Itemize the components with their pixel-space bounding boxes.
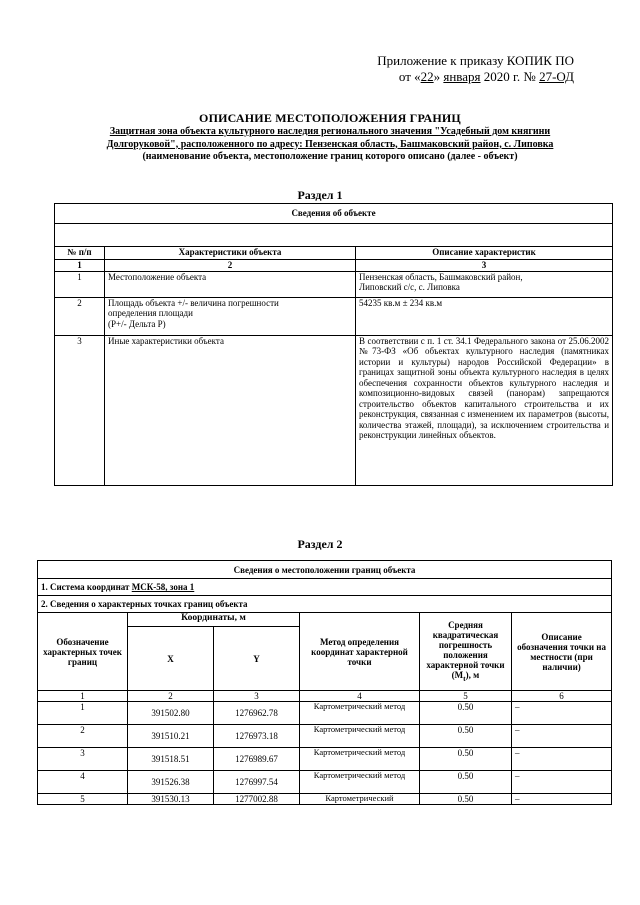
point-method: Картометрический метод [300, 771, 420, 794]
coordinate-system: 1. Система координат МСК-58, зона 1 [38, 579, 612, 596]
table-row [55, 224, 613, 247]
point-error: 0.50 [420, 794, 512, 805]
point-y: 1276997.54 [214, 771, 300, 794]
column-header: Характеристики объекта [105, 247, 356, 260]
approval-line-1: Приложение к приказу КОПИК ПО [377, 53, 574, 68]
table-row [55, 335, 613, 485]
approval-note [377, 53, 574, 85]
table-row [38, 596, 612, 613]
boundary-points-table [37, 560, 612, 805]
point-id: 1 [38, 702, 128, 725]
point-id: 5 [38, 794, 128, 805]
document-heading [60, 111, 600, 164]
table-row [38, 725, 612, 748]
row-number: 2 [55, 297, 105, 335]
table-row [38, 702, 612, 725]
point-x: 391502.80 [128, 702, 214, 725]
column-number: 4 [300, 691, 420, 702]
column-number: 3 [356, 260, 613, 272]
point-y: 1276962.78 [214, 702, 300, 725]
point-description: – [512, 771, 612, 794]
points-title: 2. Сведения о характерных точках границ объекта [38, 596, 612, 613]
column-header: Метод определения координат характерной точки [300, 613, 420, 691]
point-description: – [512, 748, 612, 771]
point-y: 1276989.67 [214, 748, 300, 771]
characteristic-name: Местоположение объекта [105, 271, 356, 297]
order-month: января [443, 69, 481, 84]
column-number: 6 [512, 691, 612, 702]
row-number: 3 [55, 335, 105, 485]
object-name: Защитная зона объекта культурного наследия регионального значения "Усадебный дом княгини Долгоруковой", расположенного по адресу: Пензенская область, Башмаковский район, с. Липовка [106, 126, 554, 150]
column-header: Обозначение характерных точек границ [38, 613, 128, 691]
table-row [38, 771, 612, 794]
column-header: Описание обозначения точки на местности (при наличии) [512, 613, 612, 691]
section-1-title: Раздел 1 [297, 188, 343, 202]
approval-line-2: от «22» января 2020 г. № 27-ОД [398, 69, 574, 84]
point-y: 1277002.88 [214, 794, 300, 805]
point-description: – [512, 702, 612, 725]
column-header: Средняя квадратическая погрешность положения характерной точки $(М_t)$, м [420, 613, 512, 691]
column-number: 2 [105, 260, 356, 272]
table-title: Сведения о местоположении границ объекта [38, 561, 612, 579]
section-2-title: Раздел 2 [297, 537, 343, 551]
column-header: X [128, 627, 214, 691]
table-row [55, 271, 613, 297]
table-row [38, 579, 612, 596]
column-number-row [38, 691, 612, 702]
point-id: 2 [38, 725, 128, 748]
point-x: 391526.38 [128, 771, 214, 794]
characteristic-value: 54235 кв.м ± 234 кв.м [356, 297, 613, 335]
column-number: 2 [128, 691, 214, 702]
row-number: 1 [55, 271, 105, 297]
column-number: 3 [214, 691, 300, 702]
column-number: 5 [420, 691, 512, 702]
characteristic-name: Иные характеристики объекта [105, 335, 356, 485]
point-error: 0.50 [420, 702, 512, 725]
table-row [38, 561, 612, 579]
document-title: ОПИСАНИЕ МЕСТОПОЛОЖЕНИЯ ГРАНИЦ [199, 111, 461, 125]
point-method: Картометрический [300, 794, 420, 805]
point-method: Картометрический метод [300, 748, 420, 771]
point-x: 391518.51 [128, 748, 214, 771]
table-row [38, 794, 612, 805]
point-error: 0.50 [420, 748, 512, 771]
characteristic-value: В соответствии с п. 1 ст. 34.1 Федерального закона от 25.06.2002 №73-ФЗ «Об объектах культурного наследия (памятниках истории и культуры) народов Российской Федерации» в границах защитной зоны объекта культурного наследия в целях обеспечения сохранности объектов культурного наследия и композиционно-видовых связей (панорам) запрещаются строительство объектов капитального строительства и их реконструкция, связанная с изменением их параметров (высоты, количества этажей, площади), за исключением строительства и реконструкции линейных объектов. [356, 335, 613, 485]
point-x: 391530.13 [128, 794, 214, 805]
table-row [55, 204, 613, 224]
object-info-table [54, 203, 613, 486]
point-error: 0.50 [420, 725, 512, 748]
order-day: 22 [420, 69, 434, 84]
column-number-row [55, 260, 613, 272]
column-number: 1 [38, 691, 128, 702]
column-header: Y [214, 627, 300, 691]
column-header: № п/п [55, 247, 105, 260]
table-title: Сведения об объекте [55, 204, 613, 224]
point-description: – [512, 794, 612, 805]
column-number: 1 [55, 260, 105, 272]
point-x: 391510.21 [128, 725, 214, 748]
column-header: Описание характеристик [356, 247, 613, 260]
point-y: 1276973.18 [214, 725, 300, 748]
object-name-note: (наименование объекта, местоположение границ которого описано (далее - объект) [142, 151, 518, 162]
point-id: 3 [38, 748, 128, 771]
characteristic-value: Пензенская область, Башмаковский район, Липовский с/с, с. Липовка [356, 271, 613, 297]
order-number: 27-ОД [539, 69, 574, 84]
characteristic-name: Площадь объекта +/- величина погрешности определения площади (Р+/- Дельта Р) [105, 297, 356, 335]
table-row [55, 297, 613, 335]
column-header: Координаты, м [128, 613, 300, 627]
point-description: – [512, 725, 612, 748]
point-method: Картометрический метод [300, 725, 420, 748]
point-method: Картометрический метод [300, 702, 420, 725]
table-header-row [55, 247, 613, 260]
empty-cell [55, 224, 613, 247]
table-header-row [38, 613, 612, 627]
point-id: 4 [38, 771, 128, 794]
table-row [38, 748, 612, 771]
point-error: 0.50 [420, 771, 512, 794]
